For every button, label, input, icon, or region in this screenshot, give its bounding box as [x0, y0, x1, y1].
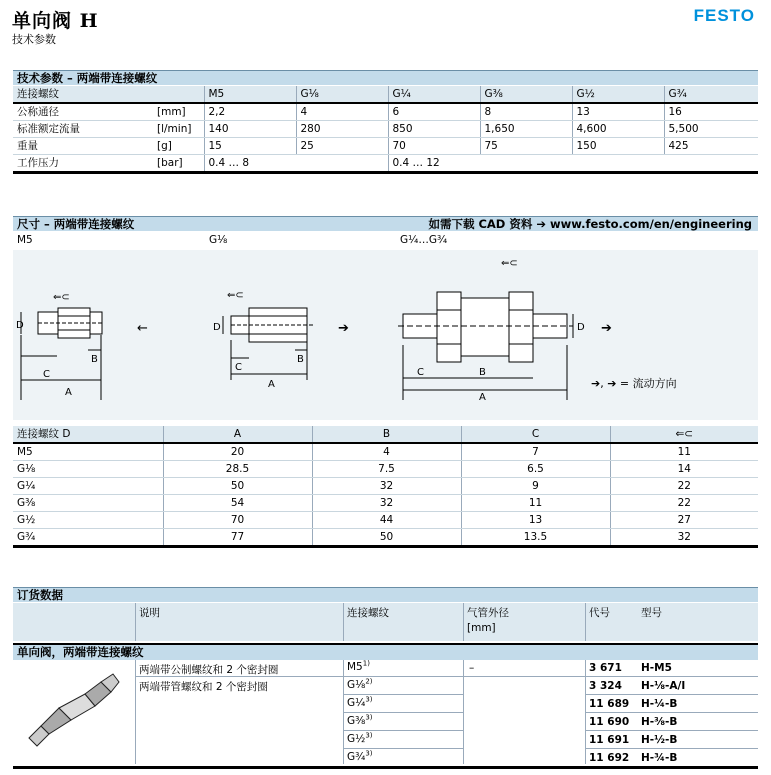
cell: 7 [461, 443, 610, 461]
cell: G¼ [13, 478, 163, 495]
dim-letter-b: B [297, 354, 304, 365]
m5-valve-drawing [21, 308, 102, 400]
cell: 22 [610, 478, 758, 495]
cell: 77 [163, 529, 312, 547]
dims-col: A [163, 426, 312, 443]
tech-section-title: 技术参数 – 两端带连接螺纹 [13, 70, 758, 85]
dim-letter-a: A [65, 387, 72, 398]
flow-direction-legend: ➔, ➔ = 流动方向 [591, 377, 677, 390]
tech-row [13, 121, 758, 138]
cell: 9 [461, 478, 610, 495]
tech-col: G⅜ [480, 86, 572, 103]
cell: 32 [610, 529, 758, 547]
dims-col: C [461, 426, 610, 443]
tech-row [13, 103, 758, 121]
dim-letter-d: D [16, 320, 24, 331]
tech-header-row [13, 86, 758, 103]
order-code: 11 692 [589, 752, 630, 764]
tech-cell: 25 [296, 138, 388, 155]
cell: 50 [312, 529, 461, 547]
cell: 20 [163, 443, 312, 461]
dim-letter-c: C [417, 367, 424, 378]
order-thread: G½$^{3)}$ [347, 731, 373, 745]
tech-col: G¼ [388, 86, 480, 103]
order-code: 11 689 [589, 698, 630, 710]
order-desc-pipe: 两端带管螺纹和 2 个密封圈 [139, 681, 268, 693]
dimension-drawings [13, 250, 758, 420]
wrench-icon: ⇐⊂ [501, 258, 518, 269]
tech-cell: 15 [204, 138, 296, 155]
g14-valve-drawing [398, 292, 573, 400]
dim-letter-a: A [268, 379, 275, 390]
dim-letter-b: B [91, 354, 98, 365]
cell: 28.5 [163, 461, 312, 478]
order-code: 3 671 [589, 662, 622, 674]
cell: 14 [610, 461, 758, 478]
table-row [13, 495, 758, 512]
order-type: H-¼-B [641, 698, 678, 710]
tech-cell: 16 [664, 103, 758, 121]
tech-col: M5 [204, 86, 296, 103]
tech-cell: 0.4 … 8 [204, 155, 388, 173]
tech-col [153, 86, 204, 103]
tech-cell: 1,650 [480, 121, 572, 138]
cell: 70 [163, 512, 312, 529]
table-row [13, 478, 758, 495]
dims-col: ⇐⊂ [610, 426, 758, 443]
order-bottom-rule [13, 766, 758, 769]
order-type: H-M5 [641, 662, 672, 674]
order-col-tube: 气管外径 [467, 607, 509, 619]
order-code: 11 691 [589, 734, 630, 746]
dim-letter-d: D [213, 322, 221, 333]
cell: 13.5 [461, 529, 610, 547]
tech-cell: 6 [388, 103, 480, 121]
tech-unit: [bar] [153, 155, 204, 173]
tech-cell: 2,2 [204, 103, 296, 121]
wrench-icon: ⇐⊂ [53, 292, 70, 303]
cell: G¾ [13, 529, 163, 547]
order-thread: G¼$^{3)}$ [347, 695, 373, 709]
order-code: 11 690 [589, 716, 630, 728]
tech-cell: 425 [664, 138, 758, 155]
table-row [13, 461, 758, 478]
tech-col: G½ [572, 86, 664, 103]
order-type: H-⅛-A/I [641, 680, 686, 692]
dims-table [13, 426, 758, 548]
flow-arrow-right-icon: ➔ [338, 321, 349, 336]
cell: 4 [312, 443, 461, 461]
cell: 44 [312, 512, 461, 529]
dim-letter-c: C [43, 369, 50, 380]
dim-letter-b: B [479, 367, 486, 378]
order-col-thread: 连接螺纹 [347, 607, 389, 619]
tech-cell: 140 [204, 121, 296, 138]
dims-header-row [13, 426, 758, 443]
order-col-desc: 说明 [139, 607, 160, 619]
cell: G½ [13, 512, 163, 529]
tech-label: 公称通径 [13, 103, 153, 121]
order-header [13, 603, 758, 641]
flow-arrow-left-icon: ← [137, 321, 148, 336]
dim-letter-c: C [235, 362, 242, 373]
tech-row-pressure [13, 155, 758, 173]
tech-cell: 8 [480, 103, 572, 121]
dim-letter-d: D [577, 322, 585, 333]
tech-label: 重量 [13, 138, 153, 155]
cell: 13 [461, 512, 610, 529]
cell: 50 [163, 478, 312, 495]
order-type: H-½-B [641, 734, 678, 746]
cell: 22 [610, 495, 758, 512]
cell: 32 [312, 495, 461, 512]
tech-table [13, 86, 758, 174]
order-col-tube-unit: [mm] [467, 622, 496, 634]
tech-cell: 70 [388, 138, 480, 155]
tech-label: 工作压力 [13, 155, 153, 173]
order-thread: M5$^{1)}$ [347, 659, 370, 673]
festo-logo: FESTO [693, 6, 755, 25]
order-tube-dash: – [469, 662, 475, 674]
tech-cell: 0.4 … 12 [388, 155, 758, 173]
cell: M5 [13, 443, 163, 461]
cell: 27 [610, 512, 758, 529]
dims-col: B [312, 426, 461, 443]
tech-cell: 4,600 [572, 121, 664, 138]
tech-cell: 280 [296, 121, 388, 138]
cell: 54 [163, 495, 312, 512]
cad-download-link[interactable]: 如需下载 CAD 资料 ➔ www.festo.com/en/engineering [428, 217, 752, 231]
order-group-title: 单向阀，两端带连接螺纹 [13, 643, 758, 660]
order-code: 3 324 [589, 680, 622, 692]
order-body [13, 660, 758, 766]
order-type: H-⅜-B [641, 716, 678, 728]
tech-cell: 13 [572, 103, 664, 121]
tech-cell: 4 [296, 103, 388, 121]
order-col-code: 代号 [589, 607, 610, 619]
tech-cell: 5,500 [664, 121, 758, 138]
dim-letter-a: A [479, 392, 486, 403]
cell: 7.5 [312, 461, 461, 478]
cell: G⅛ [13, 461, 163, 478]
order-desc-metric: 两端带公制螺纹和 2 个密封圈 [139, 664, 279, 676]
tech-unit: [mm] [153, 103, 204, 121]
tech-col: G⅛ [296, 86, 388, 103]
dims-label-m5: M5 [17, 234, 33, 246]
tech-row [13, 138, 758, 155]
tech-label: 标准额定流量 [13, 121, 153, 138]
tech-unit: [l/min] [153, 121, 204, 138]
cell: 32 [312, 478, 461, 495]
tech-col: G¾ [664, 86, 758, 103]
order-section-title: 订货数据 [13, 587, 758, 602]
table-row [13, 512, 758, 529]
flow-arrow-right-icon: ➔ [601, 321, 612, 336]
cell: 11 [461, 495, 610, 512]
order-thread: G⅛$^{2)}$ [347, 677, 373, 691]
dims-title: 尺寸 – 两端带连接螺纹 [17, 217, 135, 231]
tech-cell: 150 [572, 138, 664, 155]
valve-product-image [19, 668, 129, 754]
table-row [13, 529, 758, 547]
tech-col: 连接螺纹 [13, 86, 153, 103]
order-thread: G¾$^{3)}$ [347, 749, 373, 763]
tech-unit: [g] [153, 138, 204, 155]
dims-col: 连接螺纹 D [13, 426, 163, 443]
page-subtitle: 技术参数 [12, 33, 56, 46]
order-type: H-¾-B [641, 752, 678, 764]
dims-label-g14-g34: G¼…G¾ [400, 234, 448, 246]
cell: 11 [610, 443, 758, 461]
tech-cell: 75 [480, 138, 572, 155]
tech-cell: 850 [388, 121, 480, 138]
page-title: 单向阀 H [12, 10, 99, 32]
dims-label-g18: G⅛ [209, 234, 228, 246]
wrench-icon: ⇐⊂ [227, 290, 244, 301]
cell: G⅜ [13, 495, 163, 512]
order-thread: G⅜$^{3)}$ [347, 713, 373, 727]
order-col-type: 型号 [641, 607, 662, 619]
table-row [13, 443, 758, 461]
cell: 6.5 [461, 461, 610, 478]
dims-section-title [13, 216, 758, 231]
